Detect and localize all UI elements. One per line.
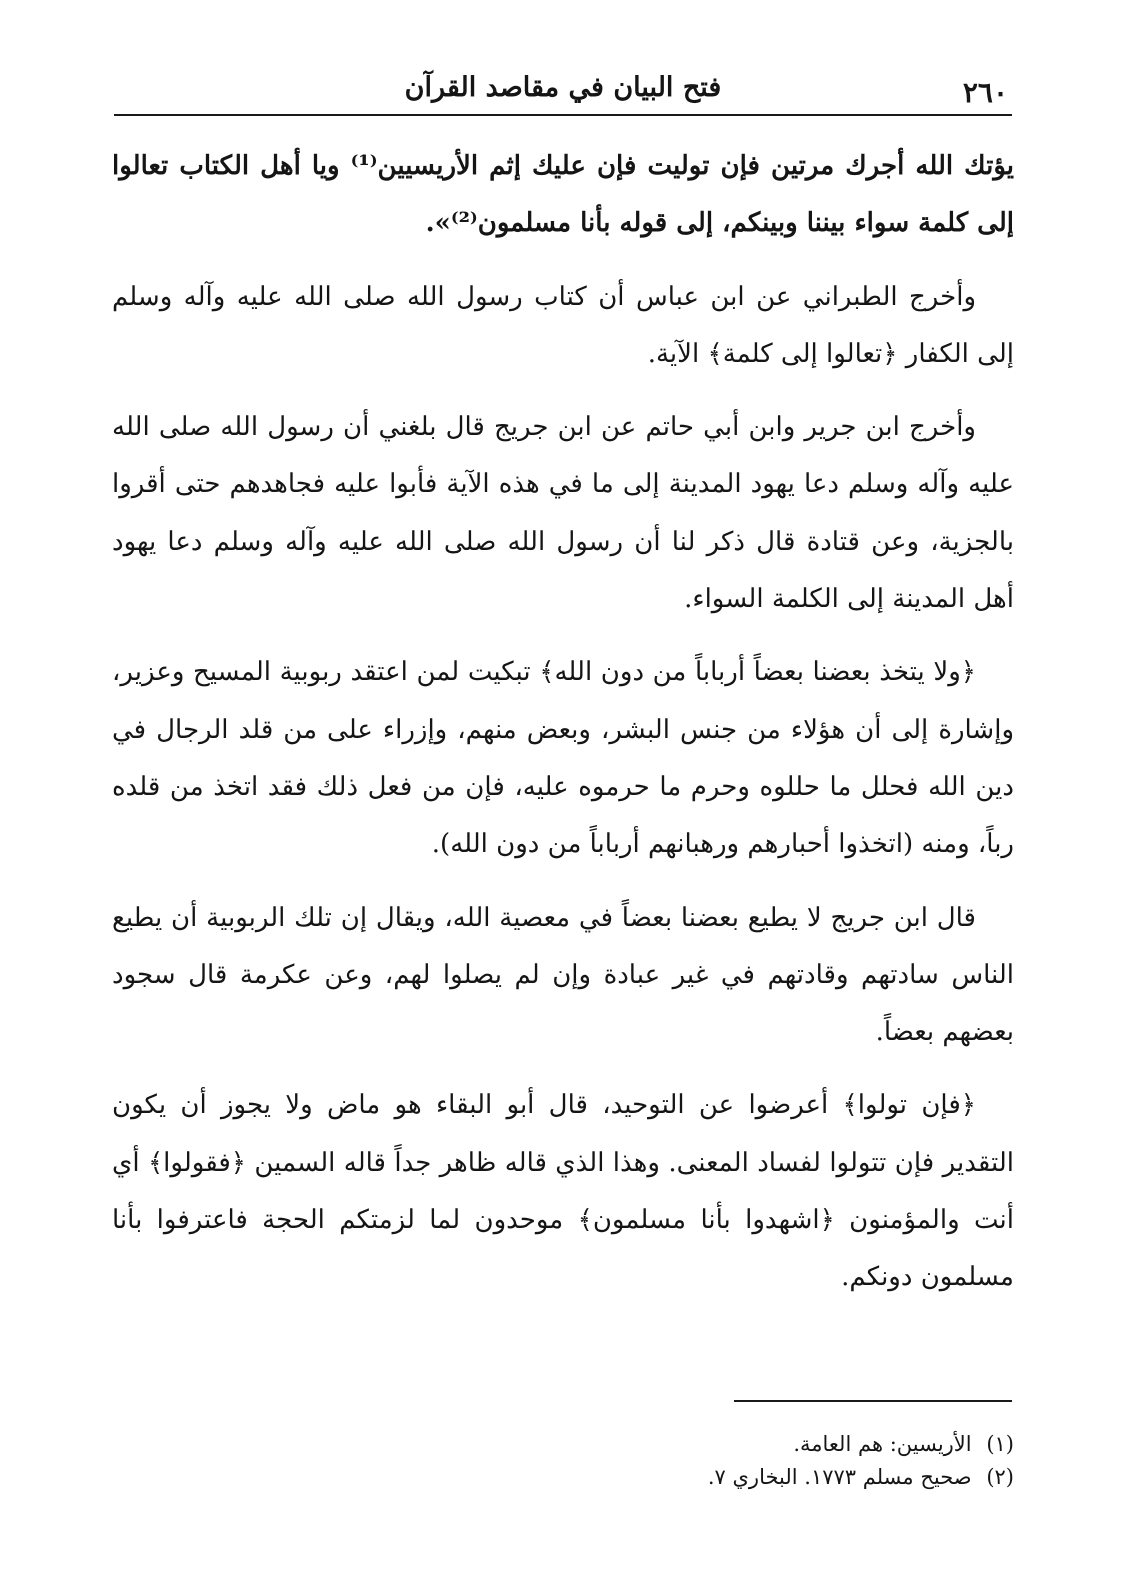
paragraph-6: ﴿فإن تولوا﴾ أعرضوا عن التوحيد، قال أبو البقاء هو ماض ولا يجوز أن يكون التقدير فإن تتولوا لفساد المعنى. وهذا الذي قاله ظاهر جداً قاله السمين ﴿فقولوا﴾ أي أنت والمؤمنون ﴿اشهدوا بأنا مسلمون﴾ موحدون لما لزمتكم الحجة فاعترفوا بأنا مسلمون دونكم. (112, 1090, 1014, 1293)
footnote-divider (734, 1400, 1012, 1402)
page-header (114, 66, 1012, 116)
paragraph-4: ﴿ولا يتخذ بعضنا بعضاً أرباباً من دون الله﴾ تبكيت لمن اعتقد ربوبية المسيح وعزير، وإشارة إلى أن هؤلاء من جنس البشر، وبعض منهم، وإزراء على من قلد الرجال في دين الله فحلل ما حللوه وحرم ما حرموه عليه، فإن من فعل ذلك فقد اتخذ من قلده رباً، ومنه (اتخذوا أحبارهم ورهبانهم أرباباً من دون الله). (112, 657, 1014, 860)
footnote-1 (300, 1428, 1014, 1461)
footnotes (300, 1428, 1014, 1494)
running-title: فتح البيان في مقاصد القرآن (404, 72, 722, 103)
paragraph-5: قال ابن جريج لا يطيع بعضنا بعضاً في معصية الله، ويقال إن تلك الربوبية أن يطيع الناس سادتهم وقادتهم في غير عبادة وإن لم يصلوا لهم، وعن عكرمة قال سجود بعضهم بعضاً. (112, 902, 1014, 1048)
main-text (112, 138, 1014, 1323)
paragraph-2: وأخرج الطبراني عن ابن عباس أن كتاب رسول الله صلى الله عليه وآله وسلم إلى الكفار ﴿تعالوا إلى كلمة﴾ الآية. (112, 281, 1014, 369)
page-number: ٢٦٠ (962, 76, 1008, 109)
footnote-text: صحيح مسلم ١٧٧٣. البخاري ٧. (707, 1465, 972, 1489)
footnote-text: الأريسين: هم العامة. (793, 1432, 972, 1456)
footnote-2 (300, 1461, 1014, 1494)
footnote-number: (١) (986, 1432, 1014, 1456)
paragraph-1: يؤتك الله أجرك مرتين فإن توليت فإن عليك إثم الأريسيين⁽¹⁾ ويا أهل الكتاب تعالوا إلى كلمة سواء بيننا وبينكم، إلى قوله بأنا مسلمون⁽²⁾». (112, 151, 1014, 239)
paragraph-3: وأخرج ابن جرير وابن أبي حاتم عن ابن جريج قال بلغني أن رسول الله صلى الله عليه وآله وسلم دعا يهود المدينة إلى ما في هذه الآية فأبوا عليه فجاهدهم حتى أقروا بالجزية، وعن قتادة قال ذكر لنا أن رسول الله صلى الله عليه وآله وسلم دعا يهود أهل المدينة إلى الكلمة السواء. (112, 412, 1015, 615)
footnote-number: (٢) (986, 1465, 1014, 1489)
